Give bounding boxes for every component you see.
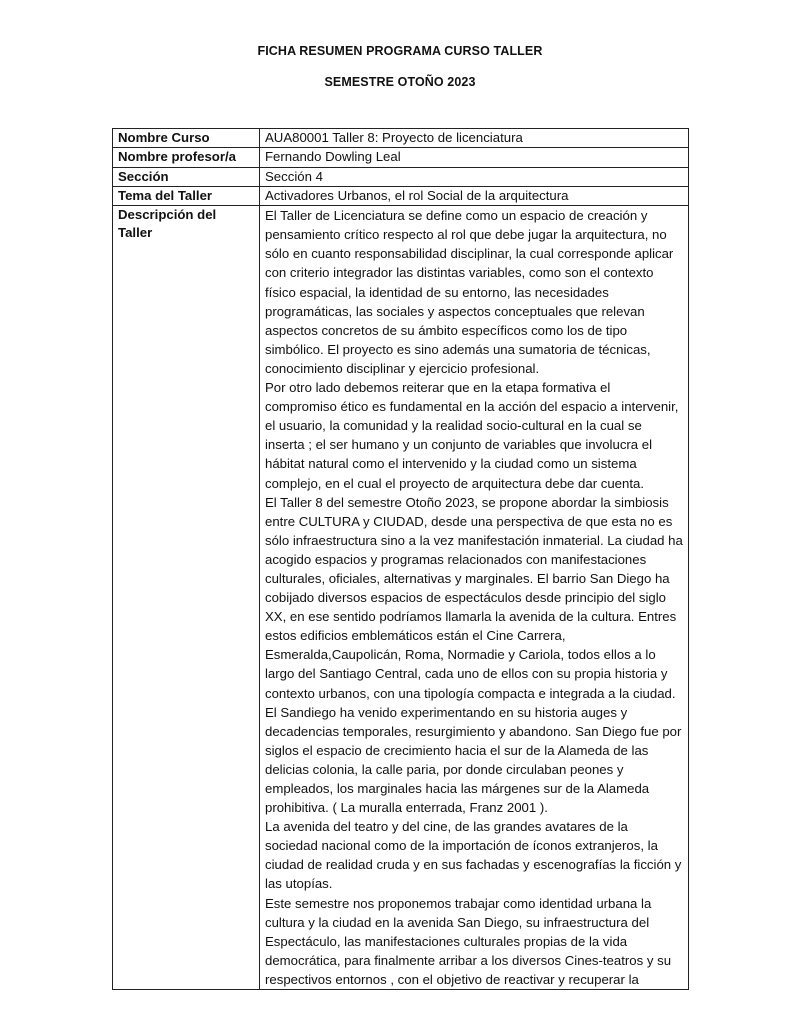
table-row [113, 129, 689, 148]
row-value-seccion: Sección 4 [260, 167, 689, 186]
row-label-seccion: Sección [113, 167, 260, 186]
table-row [113, 186, 689, 205]
row-value-profesor: Fernando Dowling Leal [260, 148, 689, 167]
description-paragraph: La avenida del teatro y del cine, de las grandes avatares de la sociedad nacional como de la importación de íconos extranjeros, la ciudad de realidad cruda y en sus fachadas y escenografías la ficción y las utopías. [265, 819, 682, 892]
row-value-descripcion [260, 206, 689, 990]
row-label-tema: Tema del Taller [113, 186, 260, 205]
table-row [113, 148, 689, 167]
row-label-profesor: Nombre profesor/a [113, 148, 260, 167]
row-value-nombre-curso: AUA80001 Taller 8: Proyecto de licenciatura [260, 129, 689, 148]
row-label-nombre-curso: Nombre Curso [113, 129, 260, 148]
course-summary-table [112, 128, 689, 990]
document-subtitle: SEMESTRE OTOÑO 2023 [324, 75, 476, 89]
table-row [113, 206, 689, 990]
row-value-tema: Activadores Urbanos, el rol Social de la arquitectura [260, 186, 689, 205]
description-paragraph: Por otro lado debemos reiterar que en la etapa formativa el compromiso ético es fundamental en la acción del espacio a intervenir, el usuario, la comunidad y la realidad socio-cultural en la cual se inserta ; el ser humano y un conjunto de variables que involucra el hábitat natural como el intervenido y la ciudad como un sistema complejo, en el cual el proyecto de arquitectura debe dar cuenta. [265, 380, 679, 491]
description-paragraph: Este semestre nos proponemos trabajar como identidad urbana la cultura y la ciudad en la avenida San Diego, su infraestructura del Espectáculo, las manifestaciones culturales propias de la vida democrática, para finalmente arribar a los diversos Cines-teatros y su respectivos entornos , con el objetivo de reactivar y recuperar la [265, 895, 672, 987]
description-paragraph: El Taller 8 del semestre Otoño 2023, se propone abordar la simbiosis entre CULTURA y CIUDAD, desde una perspectiva de que esta no es sólo infraestructura sino a la vez manifestación inmaterial. La ciudad ha acogido espacios y programas relacionados con manifestaciones culturales, oficiales, alternativas y marginales. El barrio San Diego ha cobijado diversos espacios de espectáculos desde principio del siglo XX, en ese sentido podríamos llamarla la avenida de la cultura. Entres estos edificios emblemáticos están el Cine Carrera, Esmeralda,Caupolicán, Roma, Normadie y Cariola, todos ellos a lo largo del Santiago Central, cada uno de ellos con su propia historia y contexto urbanos, con una tipología compacta e integrada a la ciudad. El Sandiego ha venido experimentando en su historia auges y decadencias temporales, resurgimiento y abandono. San Diego fue por siglos el espacio de crecimiento hacia el sur de la Alameda de las delicias colonia, la calle paria, por donde circulaban peones y empleados, los marginales hacia las márgenes sur de la Alameda prohibitiva. ( La muralla enterrada, Franz 2001 ). [265, 494, 683, 816]
table-row [113, 167, 689, 186]
description-paragraph: El Taller de Licenciatura se define como un espacio de creación y pensamiento crítico respecto al rol que debe jugar la arquitectura, no sólo en cuanto responsabilidad disciplinar, la cual corresponde aplicar con criterio integrador las distintas variables, como son el contexto físico espacial, la identidad de su entorno, las necesidades programáticas, las sociales y aspectos conceptuales que relevan aspectos concretos de su ámbito específicos como los de tipo simbólico. El proyecto es sino además una sumatoria de técnicas, conocimiento disciplinar y ejercicio profesional. [265, 208, 674, 376]
document-title: FICHA RESUMEN PROGRAMA CURSO TALLER [257, 44, 543, 58]
row-label-descripcion: Descripción del Taller [113, 206, 260, 990]
